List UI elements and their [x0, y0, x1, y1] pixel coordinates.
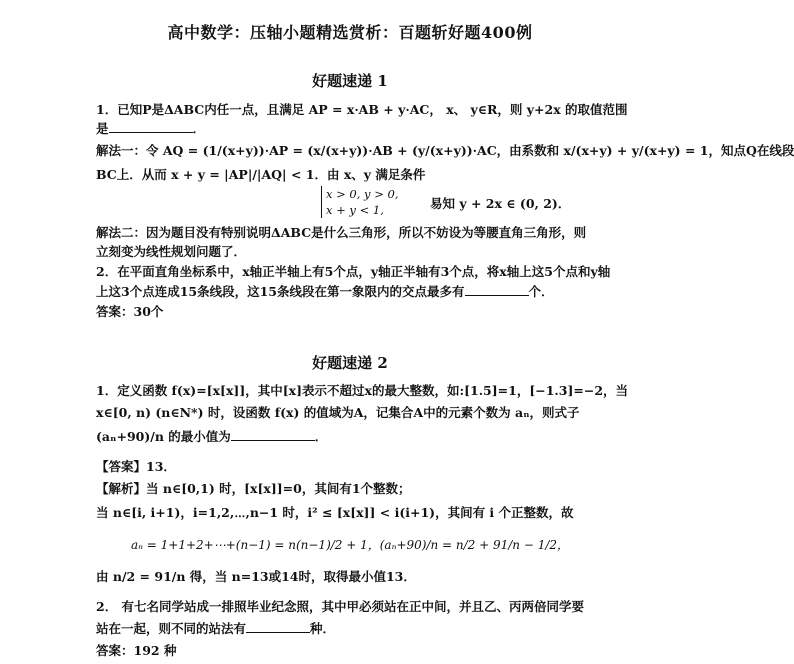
problem-2-1-statement-cont: x∈[0, n) (n∈N*) 时，设函数 f(x) 的值域为A，记集合A中的元素个数为 aₙ，则式子 [96, 405, 580, 420]
answer-blank-3 [231, 428, 315, 441]
problem-1-2-unit: 个． [528, 284, 554, 299]
condition-line-2: x + y < 1, [326, 203, 384, 217]
problem-2-1-answer: 【答案】13． [96, 459, 176, 474]
problem-2-1-question [96, 428, 616, 446]
problem-2-2-statement-cont [96, 620, 616, 638]
condition-line-1: x > 0, y > 0, [326, 187, 399, 201]
analysis-line-1: 【解析】当 n∈[0,1) 时，[x[x]]=0，其间有1个整数； [96, 481, 411, 496]
solution-1-method-1: 解法一：令 AQ = (1/(x+y))·AP = (x/(x+y))·AB + (y/(x+y))·AC，由系数和 x/(x+y) + y/(x+y) = 1，知点Q在线段 [96, 143, 794, 158]
problem-1-2-statement: 2．在平面直角坐标系中，x轴正半轴上有5个点，y轴正半轴有3个点，将x轴上这5个点和y轴 [96, 264, 611, 279]
problem-1-1-answer-line: 是 ． [96, 121, 206, 136]
analysis-line-2: 当 n∈[i, i+1)，i=1,2,⋯,n−1 时，i² ≤ [x[x]] < i(i+1)，其间有 i 个正整数，故 [96, 505, 574, 520]
document-title: 高中数学：压轴小题精选赏析：百题斩好题400例 [167, 23, 533, 42]
answer-blank-1 [109, 120, 193, 133]
problem-2-2-unit: 种． [310, 621, 336, 636]
problem-2-2-text: 站在一起，则不同的站法有 [96, 621, 247, 636]
section-heading-1: 好题速递 1 [312, 72, 388, 90]
analysis-conclusion: 由 n/2 = 91/n 得，当 n=13或14时，取得最小值13． [96, 569, 416, 584]
problem-1-2-answer: 答案：30个 [96, 304, 164, 319]
problem-1-1-statement: 1．已知P是ΔABC内任一点，且满足 AP = x·AB + y·AC， x、 y∈R，则 y+2x 的取值范围 [96, 102, 628, 117]
answer-blank-4 [246, 620, 310, 633]
problem-2-1-statement: 1．定义函数 f(x)=[x[x]]，其中[x]表示不超过x的最大整数，如:[1.5]=1，[−1.3]=−2，当 [96, 383, 629, 398]
problem-1-2-statement-cont [96, 283, 616, 301]
problem-2-1-expression: (aₙ+90)/n 的最小值为 [96, 429, 231, 444]
analysis-formula: aₙ = 1+1+2+⋯+(n−1) = n(n−1)/2 + 1，(aₙ+90)/n = n/2 + 91/n − 1/2， [130, 538, 570, 552]
condition-brace [321, 186, 398, 218]
problem-1-2-text: 上这3个点连成15条线段，这15条线段在第一象限内的交点最多有 [96, 284, 465, 299]
solution-1-method-1-cont: BC上．从而 x + y = |AP|/|AQ| < 1．由 x、y 满足条件 [96, 167, 426, 182]
label-shi: 是 [96, 121, 109, 136]
condition-system [318, 186, 428, 218]
problem-2-1-period: ． [314, 429, 328, 444]
answer-blank-2 [465, 283, 529, 296]
section-heading-2: 好题速递 2 [312, 354, 388, 372]
solution-1-method-2: 解法二：因为题目没有特别说明ΔABC是什么三角形，所以不妨设为等腰直角三角形，则 [96, 225, 587, 240]
problem-2-2-answer: 答案：192 种 [96, 643, 177, 658]
solution-1-method-2-cont: 立刻变为线性规划问题了． [96, 244, 247, 259]
solution-1-result: 易知 y + 2x ∈ (0, 2)． [430, 196, 571, 211]
problem-2-2-statement: 2． 有七名同学站成一排照毕业纪念照，其中甲必须站在正中间，并且乙、丙两倍同学要 [96, 599, 585, 614]
